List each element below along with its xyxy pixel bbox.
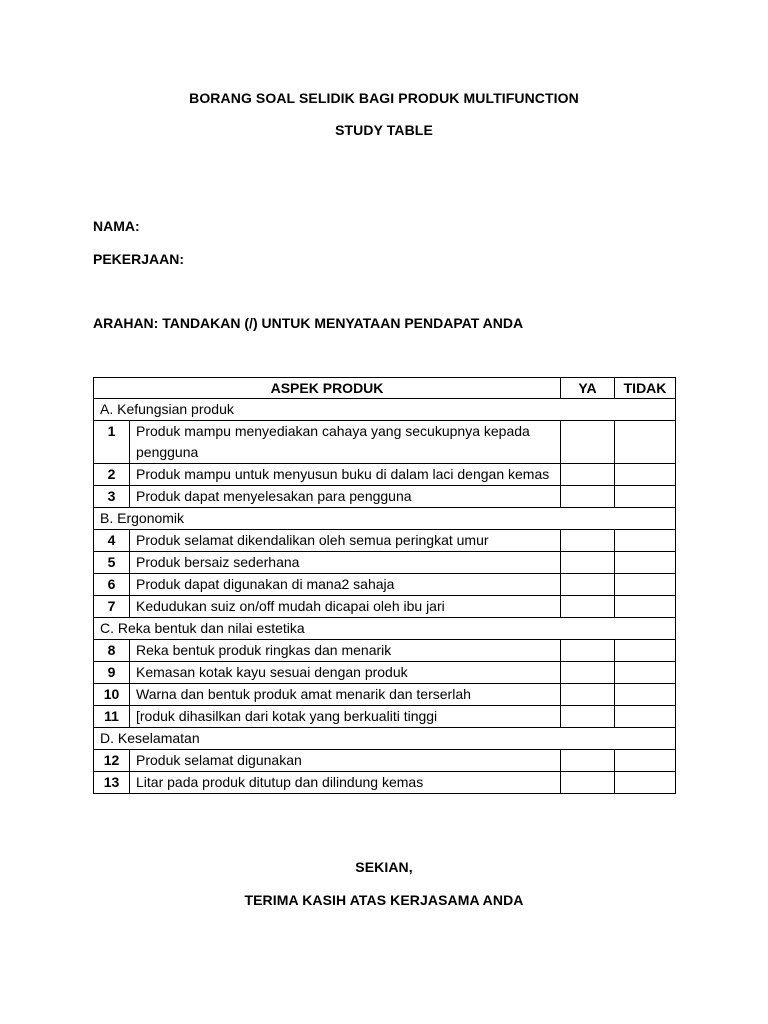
table-row — [94, 640, 676, 662]
item-number: 13 — [94, 772, 130, 794]
ya-checkbox-cell[interactable] — [561, 662, 615, 684]
section-title: C. Reka bentuk dan nilai estetika — [94, 618, 676, 640]
table-row — [94, 772, 676, 794]
item-statement: Produk mampu untuk menyusun buku di dalam laci dengan kemas — [130, 464, 561, 486]
ya-checkbox-cell[interactable] — [561, 421, 615, 464]
item-statement: Litar pada produk ditutup dan dilindung kemas — [130, 772, 561, 794]
title-line-2: STUDY TABLE — [335, 122, 433, 138]
ya-checkbox-cell[interactable] — [561, 684, 615, 706]
item-statement: Produk selamat dikendalikan oleh semua peringkat umur — [130, 530, 561, 552]
tidak-checkbox-cell[interactable] — [615, 772, 676, 794]
ya-checkbox-cell[interactable] — [561, 640, 615, 662]
section-title: D. Keselamatan — [94, 728, 676, 750]
item-number: 6 — [94, 574, 130, 596]
survey-table — [93, 377, 676, 794]
table-row — [94, 530, 676, 552]
item-statement: Produk selamat digunakan — [130, 750, 561, 772]
item-number: 8 — [94, 640, 130, 662]
item-number: 1 — [94, 421, 130, 464]
header-tidak: TIDAK — [615, 378, 676, 399]
table-row — [94, 684, 676, 706]
table-row — [94, 596, 676, 618]
item-statement: Produk dapat menyelesakan para pengguna — [130, 486, 561, 508]
tidak-checkbox-cell[interactable] — [615, 486, 676, 508]
section-row — [94, 728, 676, 750]
ya-checkbox-cell[interactable] — [561, 486, 615, 508]
ya-checkbox-cell[interactable] — [561, 706, 615, 728]
title-line-1: BORANG SOAL SELIDIK BAGI PRODUK MULTIFUNCTION — [189, 90, 579, 106]
tidak-checkbox-cell[interactable] — [615, 640, 676, 662]
nama-label: NAMA: — [93, 218, 140, 234]
item-statement: Kedudukan suiz on/off mudah dicapai oleh ibu jari — [130, 596, 561, 618]
survey-table-body — [94, 399, 676, 794]
tidak-checkbox-cell[interactable] — [615, 421, 676, 464]
table-row — [94, 552, 676, 574]
item-number: 7 — [94, 596, 130, 618]
item-statement: Produk mampu menyediakan cahaya yang secukupnya kepada pengguna — [130, 421, 561, 464]
section-row — [94, 399, 676, 421]
section-row — [94, 618, 676, 640]
table-row — [94, 662, 676, 684]
tidak-checkbox-cell[interactable] — [615, 464, 676, 486]
closing-line-1: SEKIAN, — [355, 859, 413, 875]
ya-checkbox-cell[interactable] — [561, 772, 615, 794]
item-statement: Warna dan bentuk produk amat menarik dan terserlah — [130, 684, 561, 706]
ya-checkbox-cell[interactable] — [561, 750, 615, 772]
instruction-text: ARAHAN: TANDAKAN (/) UNTUK MENYATAAN PENDAPAT ANDA — [93, 315, 524, 331]
pekerjaan-label: PEKERJAAN: — [93, 251, 185, 267]
item-number: 3 — [94, 486, 130, 508]
item-number: 9 — [94, 662, 130, 684]
tidak-checkbox-cell[interactable] — [615, 530, 676, 552]
section-title: B. Ergonomik — [94, 508, 676, 530]
header-ya: YA — [561, 378, 615, 399]
closing-line-2: TERIMA KASIH ATAS KERJASAMA ANDA — [244, 892, 524, 908]
ya-checkbox-cell[interactable] — [561, 464, 615, 486]
item-number: 2 — [94, 464, 130, 486]
tidak-checkbox-cell[interactable] — [615, 750, 676, 772]
item-number: 4 — [94, 530, 130, 552]
item-statement: Kemasan kotak kayu sesuai dengan produk — [130, 662, 561, 684]
ya-checkbox-cell[interactable] — [561, 530, 615, 552]
item-number: 10 — [94, 684, 130, 706]
table-row — [94, 421, 676, 464]
ya-checkbox-cell[interactable] — [561, 574, 615, 596]
section-row — [94, 508, 676, 530]
table-row — [94, 464, 676, 486]
table-row — [94, 750, 676, 772]
ya-checkbox-cell[interactable] — [561, 552, 615, 574]
table-row — [94, 486, 676, 508]
table-row — [94, 574, 676, 596]
tidak-checkbox-cell[interactable] — [615, 662, 676, 684]
tidak-checkbox-cell[interactable] — [615, 706, 676, 728]
tidak-checkbox-cell[interactable] — [615, 552, 676, 574]
item-statement: [roduk dihasilkan dari kotak yang berkualiti tinggi — [130, 706, 561, 728]
header-aspek-produk: ASPEK PRODUK — [94, 378, 561, 399]
ya-checkbox-cell[interactable] — [561, 596, 615, 618]
item-number: 11 — [94, 706, 130, 728]
item-number: 12 — [94, 750, 130, 772]
tidak-checkbox-cell[interactable] — [615, 596, 676, 618]
item-statement: Produk dapat digunakan di mana2 sahaja — [130, 574, 561, 596]
table-row — [94, 706, 676, 728]
tidak-checkbox-cell[interactable] — [615, 684, 676, 706]
section-title: A. Kefungsian produk — [94, 399, 676, 421]
table-header-row — [94, 378, 676, 399]
item-statement: Reka bentuk produk ringkas dan menarik — [130, 640, 561, 662]
item-statement: Produk bersaiz sederhana — [130, 552, 561, 574]
tidak-checkbox-cell[interactable] — [615, 574, 676, 596]
item-number: 5 — [94, 552, 130, 574]
